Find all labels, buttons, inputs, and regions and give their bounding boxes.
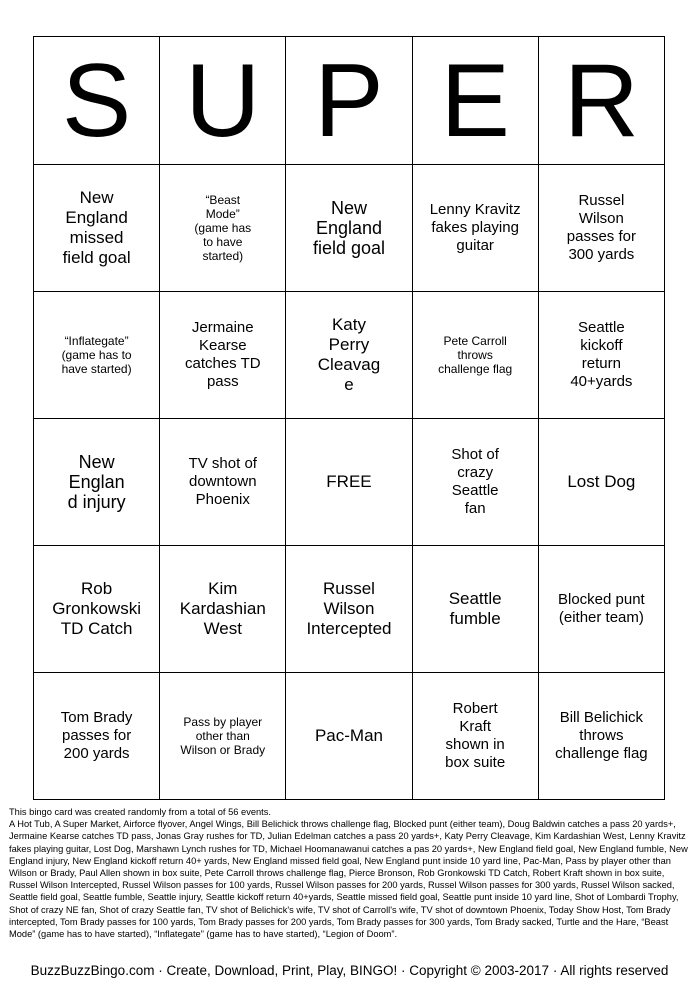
bingo-cell: Blocked punt (either team) [538,546,664,673]
header-letter: R [538,37,664,165]
bingo-cell: Shot of crazy Seattle fan [412,419,538,546]
bingo-row [34,546,665,673]
bingo-row [34,165,665,292]
bingo-cell: Kim Kardashian West [160,546,286,673]
bingo-cell: Seattle fumble [412,546,538,673]
bingo-cell: Lenny Kravitz fakes playing guitar [412,165,538,292]
bingo-cell: Russel Wilson Intercepted [286,546,412,673]
bingo-cell: “Beast Mode” (game has to have started) [160,165,286,292]
bingo-card [33,36,665,800]
bingo-row [34,419,665,546]
bingo-cell: Seattle kickoff return 40+yards [538,292,664,419]
bingo-cell: New England missed field goal [34,165,160,292]
header-letter: P [286,37,412,165]
bingo-cell: New England injury [34,419,160,546]
bingo-cell: Tom Brady passes for 200 yards [34,673,160,800]
bingo-cell: Rob Gronkowski TD Catch [34,546,160,673]
bingo-row [34,292,665,419]
bingo-cell: FREE [286,419,412,546]
bingo-cell: Pete Carroll throws challenge flag [412,292,538,419]
bingo-cell: “Inflategate” (game has to have started) [34,292,160,419]
site-footer: BuzzBuzzBingo.com · Create, Download, Print, Play, BINGO! · Copyright © 2003-2017 · All rights reserved [30,963,669,978]
bingo-cell: Katy Perry Cleavage [286,292,412,419]
bingo-cell: Bill Belichick throws challenge flag [538,673,664,800]
events-note [9,806,691,940]
note-intro: This bingo card was created randomly from a total of 56 events. [9,807,271,817]
header-letter: U [160,37,286,165]
bingo-cell: Jermaine Kearse catches TD pass [160,292,286,419]
bingo-cell: New England field goal [286,165,412,292]
bingo-cell: Pass by player other than Wilson or Brady [160,673,286,800]
bingo-cell: TV shot of downtown Phoenix [160,419,286,546]
bingo-row [34,673,665,800]
bingo-cell: Pac-Man [286,673,412,800]
bingo-cell: Russel Wilson passes for 300 yards [538,165,664,292]
bingo-cell: Robert Kraft shown in box suite [412,673,538,800]
note-events-list: A Hot Tub, A Super Market, Airforce flyover, Angel Wings, Bill Belichick throws challenge flag, Blocked punt (either team), Doug Baldwin catches a pass 20 yards+, Jermaine Kearse catches TD pass, Jonas Gray rushes for TD, Julian Edelman catches a pass 20 yards+, Katy Perry Cleavage, Kim Kardashian West, Lenny Kravitz fakes playing guitar, Lost Dog, Marshawn Lynch rushes for TD, Michael Hoomanawanui catches a pas 20 yards+, New England field goal, New England fumble, New England injury, New England kickoff return 40+ yards, New England missed field goal, New England punt inside 10 yard line, Pac-Man, Pass by player other than Wilson or Brady, Paul Allen shown in box suite, Pete Carroll throws challenge flag, Pierce Bronson, Rob Gronkowski TD Catch, Robert Kraft shown in box suite, Russel Wilson Intercepted, Russel Wilson passes for 100 yards, Russel Wilson passes for 200 yards, Russel Wilson passes for 300 yards, Russel Wilson sacked, Seattle field goal, Seattle fumble, Seattle injury, Seattle kickoff return 40+yards, Seattle missed field goal, Seattle punt inside 10 yard line, Shot of Lombardi Trophy, Shot of crazy NE fan, Shot of crazy Seattle fan, TV shot of Belichick's wife, TV shot of Carroll's wife, TV shot of downtown Phoenix, Today Show Host, Tom Brady intercepted, Tom Brady passes for 100 yards, Tom Brady passes for 200 yards, Tom Brady passes for 300 yards, Tom Brady sacked, Turtle and the Hare, “Beast Mode” (game has to have started), “Inflategate” (game has to have started), “Legion of Doom”. [9,819,688,940]
header-letter: S [34,37,160,165]
header-row [34,37,665,165]
header-letter: E [412,37,538,165]
bingo-cell: Lost Dog [538,419,664,546]
